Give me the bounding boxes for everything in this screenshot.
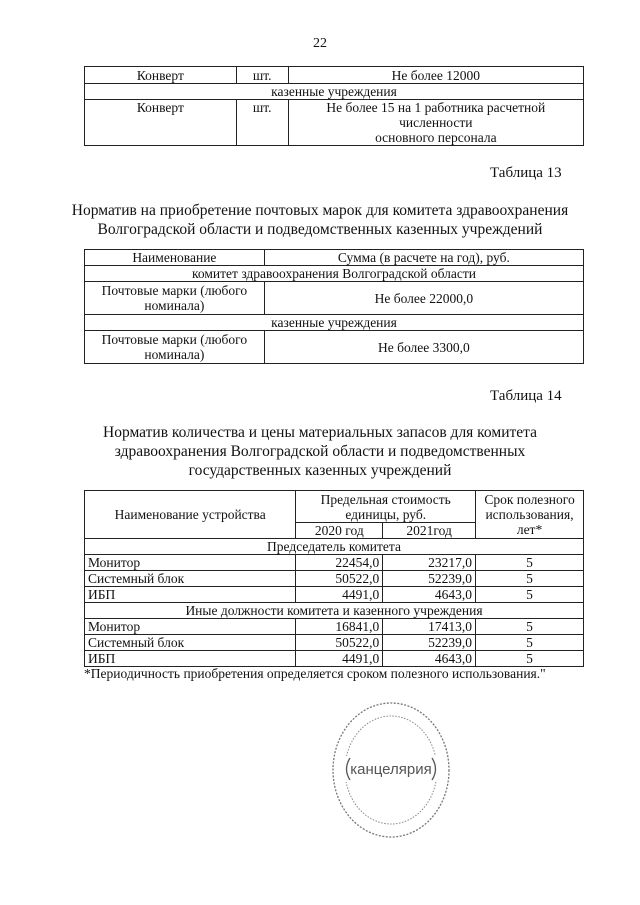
heading-line: Норматив количества и цены материальных запасов для комитета bbox=[103, 424, 537, 441]
table-row bbox=[85, 651, 584, 667]
section-row bbox=[85, 266, 584, 282]
cell-name bbox=[85, 331, 265, 364]
section-row bbox=[85, 603, 584, 619]
top-table bbox=[84, 66, 584, 146]
cell-life: 5 bbox=[476, 651, 584, 667]
section-label: казенные учреждения bbox=[85, 84, 584, 100]
value-line: основного персонала bbox=[375, 130, 497, 145]
table-14-label: Таблица 14 bbox=[490, 388, 562, 404]
header-sum: Сумма (в расчете на год), руб. bbox=[264, 250, 583, 266]
header-device: Наименование устройства bbox=[85, 491, 296, 539]
header-price bbox=[296, 491, 476, 523]
seal-text: канцелярия bbox=[350, 761, 432, 778]
cell-name: Конверт bbox=[85, 100, 237, 146]
cell-device: Монитор bbox=[85, 555, 296, 571]
section-label: казенные учреждения bbox=[85, 315, 584, 331]
cell-device: Монитор bbox=[85, 619, 296, 635]
cell-device: Системный блок bbox=[85, 571, 296, 587]
section-label: комитет здравоохранения Волгоградской области bbox=[85, 266, 584, 282]
cell-2020: 16841,0 bbox=[296, 619, 383, 635]
cell-2020: 4491,0 bbox=[296, 587, 383, 603]
header-line: единицы, руб. bbox=[345, 506, 427, 522]
cell-life: 5 bbox=[476, 619, 584, 635]
table-row bbox=[85, 331, 584, 364]
cell-value: Не более 22000,0 bbox=[264, 282, 583, 315]
cell-2021: 52239,0 bbox=[383, 571, 476, 587]
name-line: Почтовые марки (любого bbox=[101, 332, 248, 347]
cell-device: ИБП bbox=[85, 587, 296, 603]
table-row bbox=[85, 282, 584, 315]
table-13 bbox=[84, 249, 584, 364]
footnote: *Периодичность приобретения определяется сроком полезного использования." bbox=[84, 666, 546, 681]
name-line: номинала) bbox=[144, 298, 205, 313]
section-label: Иные должности комитета и казенного учреждения bbox=[85, 603, 584, 619]
heading-line: Волгоградской области и подведомственных казенных учреждений bbox=[97, 221, 543, 238]
heading-line: здравоохранения Волгоградской области и подведомственных bbox=[114, 443, 526, 460]
cell-2020: 50522,0 bbox=[296, 571, 383, 587]
cell-unit: шт. bbox=[236, 67, 288, 84]
table-13-heading bbox=[0, 201, 640, 239]
cell-value: Не более 3300,0 bbox=[264, 331, 583, 364]
header-line: использования, bbox=[485, 507, 574, 522]
section-label: Председатель комитета bbox=[85, 539, 584, 555]
cell-device: ИБП bbox=[85, 651, 296, 667]
table-row bbox=[85, 100, 584, 146]
name-line: Почтовые марки (любого bbox=[101, 283, 248, 298]
cell-2020: 22454,0 bbox=[296, 555, 383, 571]
cell-2021: 17413,0 bbox=[383, 619, 476, 635]
cell-2021: 23217,0 bbox=[383, 555, 476, 571]
cell-value: Не более 12000 bbox=[288, 67, 583, 84]
cell-life: 5 bbox=[476, 587, 584, 603]
header-line: лет* bbox=[516, 522, 543, 537]
page-number: 22 bbox=[313, 36, 327, 51]
heading-line: государственных казенных учреждений bbox=[188, 462, 452, 479]
cell-device: Системный блок bbox=[85, 635, 296, 651]
section-row bbox=[85, 315, 584, 331]
header-line: Предельная стоимость bbox=[320, 491, 451, 507]
table-row bbox=[85, 619, 584, 635]
name-line: номинала) bbox=[144, 347, 205, 362]
cell-life: 5 bbox=[476, 635, 584, 651]
office-seal bbox=[330, 700, 452, 840]
section-row bbox=[85, 539, 584, 555]
cell-life: 5 bbox=[476, 571, 584, 587]
table-14-heading bbox=[0, 423, 640, 480]
cell-value bbox=[288, 100, 583, 146]
table-row bbox=[85, 635, 584, 651]
header-life bbox=[476, 491, 584, 539]
table-13-label: Таблица 13 bbox=[490, 165, 562, 181]
section-row bbox=[85, 84, 584, 100]
table-row bbox=[85, 571, 584, 587]
cell-2021: 52239,0 bbox=[383, 635, 476, 651]
header-line: Срок полезного bbox=[484, 492, 575, 507]
cell-2020: 4491,0 bbox=[296, 651, 383, 667]
cell-unit: шт. bbox=[236, 100, 288, 146]
cell-name: Конверт bbox=[85, 67, 237, 84]
table-row bbox=[85, 587, 584, 603]
table-row bbox=[85, 67, 584, 84]
header-row bbox=[85, 250, 584, 266]
table-row bbox=[85, 555, 584, 571]
cell-life: 5 bbox=[476, 555, 584, 571]
header-row bbox=[85, 491, 584, 523]
cell-2020: 50522,0 bbox=[296, 635, 383, 651]
cell-name bbox=[85, 282, 265, 315]
cell-2021: 4643,0 bbox=[383, 651, 476, 667]
table-14 bbox=[84, 490, 584, 667]
header-2020: 2020 год bbox=[296, 523, 383, 539]
header-name: Наименование bbox=[85, 250, 265, 266]
cell-2021: 4643,0 bbox=[383, 587, 476, 603]
header-2021: 2021год bbox=[383, 523, 476, 539]
value-line: Не более 15 на 1 работника расчетной численности bbox=[326, 100, 546, 130]
heading-line: Норматив на приобретение почтовых марок для комитета здравоохранения bbox=[71, 202, 569, 219]
